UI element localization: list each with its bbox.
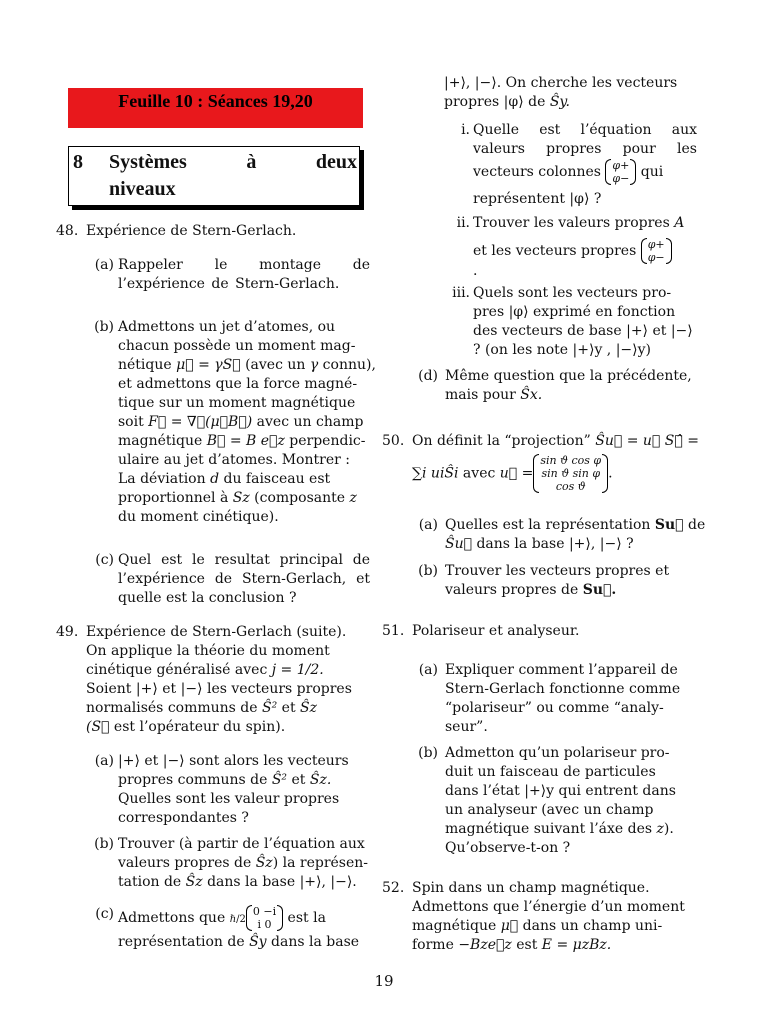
q48b-line4: et admettons que la force magné-	[118, 376, 358, 392]
q48b-label: (b)	[94, 319, 114, 335]
q49c-label: (c)	[95, 906, 114, 922]
q48-number: 48.	[56, 223, 79, 239]
q49c-ii-line3: .	[473, 263, 478, 279]
q49b-line2: valeurs propres de Ŝz) la représen-	[118, 855, 369, 871]
q49c-iii-line4: ? (on les note |+⟩y , |−⟩y)	[473, 342, 651, 358]
q48b-line5: tique sur un moment magnétique	[118, 395, 356, 411]
q52-line3: magnétique μ⃗ dans un champ uni-	[412, 918, 663, 934]
q49-line6: (S⃗ est l’opérateur du spin).	[86, 719, 286, 735]
q49-line5: normalisés communs de Ŝ² et Ŝz	[86, 700, 317, 716]
q49d-line1: Même question que la précédente,	[445, 368, 692, 384]
q48c-label: (c)	[95, 552, 114, 568]
q49c-iii-line2: pres |φ⟩ exprimé en fonction	[473, 304, 676, 320]
q51a-line4: seur”.	[445, 719, 488, 735]
q51b-line6: Qu’observe-t-on ?	[445, 840, 571, 856]
q49c-ii-label: ii.	[456, 215, 470, 231]
q49c-ii-line2: et les vecteurs propres φ+ φ−	[473, 238, 672, 264]
q50b-line2: valeurs propres de Su⃗.	[445, 582, 617, 598]
chapter-title-line2: niveaux	[109, 178, 176, 200]
q49-line1: Expérience de Stern-Gerlach (suite).	[86, 624, 347, 640]
q49b-line3: tation de Ŝz dans la base |+⟩, |−⟩.	[118, 874, 357, 890]
q48b-line7: magnétique B⃗ = B e⃗z perpendic-	[118, 433, 366, 449]
sheet-title: Feuille 10 : Séances 19,20	[118, 91, 313, 111]
q48b-line11: du moment cinétique).	[118, 509, 279, 525]
q49d-line2: mais pour Ŝx.	[445, 387, 543, 403]
u-unit-vector: sin ϑ cos φ sin ϑ sin φ cos ϑ	[533, 454, 608, 493]
q48b-line9: La déviation d du faisceau est	[118, 471, 331, 487]
q48b-line2: chacun possède un moment mag-	[118, 338, 356, 354]
q50a-label: (a)	[418, 517, 438, 533]
q49a-label: (a)	[94, 753, 114, 769]
q52-line4: forme −Bze⃗z est E = μzBz.	[412, 937, 612, 953]
q49c-iii-line3: des vecteurs de base |+⟩ et |−⟩	[473, 323, 693, 339]
q49c-cont-line2: propres |φ⟩ de Ŝy.	[444, 94, 570, 110]
q51a-label: (a)	[418, 662, 438, 678]
q51a-line1: Expliquer comment l’appareil de	[445, 662, 678, 678]
q51-number: 51.	[382, 623, 405, 639]
q48b-line6: soit F⃗ = ∇⃗(μ⃗B⃗) avec un champ	[118, 414, 364, 430]
q49a-line1: |+⟩ et |−⟩ sont alors les vecteurs	[118, 753, 349, 769]
q51-intro: Polariseur et analyseur.	[412, 623, 580, 639]
q49c-line2: représentation de Ŝy dans la base	[118, 934, 360, 950]
q49c-i-line3: vecteurs colonnes φ+ φ− qui	[473, 159, 664, 185]
q50a-line1: Quelles est la représentation Su⃗ de	[445, 517, 706, 533]
q49d-label: (d)	[418, 368, 438, 384]
q48b-line8: ulaire au jet d’atomes. Montrer :	[118, 452, 350, 468]
q49a-line2: propres communs de Ŝ² et Ŝz.	[118, 772, 332, 788]
q49b-label: (b)	[94, 836, 114, 852]
q48-intro: Expérience de Stern-Gerlach.	[86, 223, 297, 239]
q49c-iii-line1: Quels sont les vecteurs pro-	[473, 285, 672, 301]
q49c-i-label: i.	[461, 122, 470, 138]
q52-line1: Spin dans un champ magnétique.	[412, 880, 650, 896]
q49a-line3: Quelles sont les valeur propres	[118, 791, 340, 807]
q48b-line1: Admettons un jet d’atomes, ou	[118, 319, 336, 335]
chapter-title-line1: Systèmes à deux	[109, 151, 357, 173]
q51b-line4: un analyseur (avec un champ	[445, 802, 654, 818]
q51a-line3: “polariseur” ou comme “analy-	[445, 700, 664, 716]
q48a-label: (a)	[94, 257, 114, 273]
q49c-i-line1: Quelle est l’équation aux	[473, 122, 697, 138]
q49c-i-line4: représentent |φ⟩ ?	[473, 191, 602, 207]
q48b-line3: nétique μ⃗ = γS⃗ (avec un γ connu),	[118, 357, 376, 373]
q50-number: 50.	[382, 433, 405, 449]
q50a-line2: Ŝu⃗ dans la base |+⟩, |−⟩ ?	[445, 536, 634, 552]
q49c-cont-line1: |+⟩, |−⟩. On cherche les vecteurs	[444, 75, 678, 91]
q52-line2: Admettons que l’énergie d’un moment	[412, 899, 685, 915]
q49a-line4: correspondantes ?	[118, 810, 249, 826]
q51b-line2: duit un faisceau de particules	[445, 764, 656, 780]
q50b-line1: Trouver les vecteurs propres et	[445, 563, 670, 579]
q49c-iii-label: iii.	[452, 285, 470, 301]
q49c-line1: Admettons que ℏ/20 −i i 0 est la	[118, 905, 326, 931]
q49-line3: cinétique généralisé avec j = 1/2.	[86, 662, 324, 678]
q48b-line10: proportionnel à Sz (composante z	[118, 490, 357, 506]
pauli-y-matrix: 0 −i i 0	[246, 905, 283, 931]
q49b-line1: Trouver (à partir de l’équation aux	[118, 836, 365, 852]
q50-line1: On définit la “projection” Ŝu⃗ = u⃗ S⃗̂ =	[412, 433, 699, 449]
q49c-ii-line1: Trouver les valeurs propres A	[473, 215, 685, 231]
q51a-line2: Stern-Gerlach fonctionne comme	[445, 681, 681, 697]
q49-line2: On applique la théorie du moment	[86, 643, 330, 659]
phi-column-vector: φ+ φ−	[605, 159, 636, 185]
q51b-line1: Admetton qu’un polariseur pro-	[445, 745, 670, 761]
q49-line4: Soient |+⟩ et |−⟩ les vecteurs propres	[86, 681, 352, 697]
phi-column-vector-2: φ+ φ−	[641, 238, 672, 264]
q52-number: 52.	[382, 880, 405, 896]
sheet-title-banner	[68, 88, 363, 128]
q49-number: 49.	[56, 624, 79, 640]
q50b-label: (b)	[418, 563, 438, 579]
q51b-label: (b)	[418, 745, 438, 761]
q50-line2: ∑i uiŜi avec u⃗ =sin ϑ cos φ sin ϑ sin φ cos ϑ.	[412, 454, 613, 493]
q48c-text: Quel est le resultat principal de l’expérience de Stern-Gerlach, et quelle est la conclusion ?	[118, 552, 370, 606]
q51b-line5: magnétique suivant l’áxe des z).	[445, 821, 674, 837]
chapter-heading	[68, 146, 360, 206]
chapter-number: 8	[73, 151, 83, 173]
page-number: 19	[374, 972, 394, 990]
q51b-line3: dans l’état |+⟩y qui entrent dans	[445, 783, 676, 799]
q48a-text: Rappeler le montage de l’expérience de Stern-Gerlach.	[118, 257, 370, 292]
q49c-i-line2: valeurs propres pour les	[473, 141, 697, 157]
